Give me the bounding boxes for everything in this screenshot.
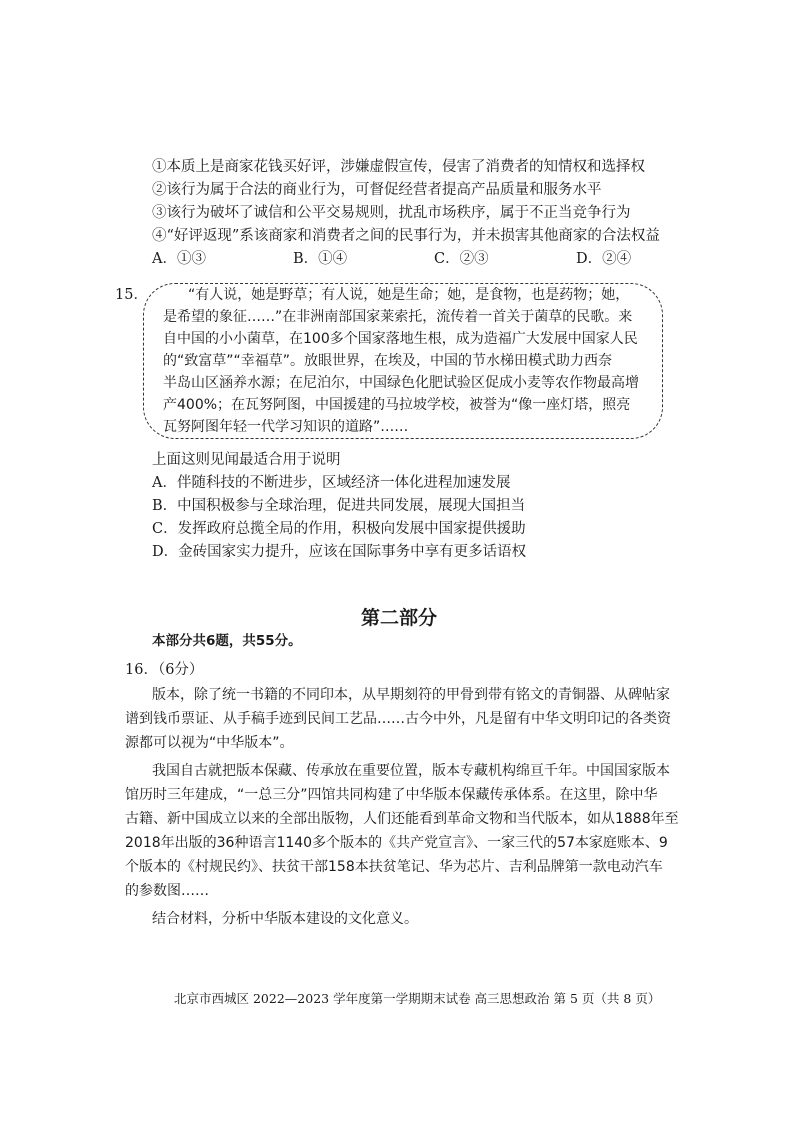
q16-para2-line-3: 古籍、新中国成立以来的全部出版物，人们还能看到革命文物和当代版本，如从1888年至 (125, 811, 679, 827)
q16-para1-line-3: 源都可以视为“中华版本”。 (125, 735, 294, 751)
q15-material-line-6: 产400%；在瓦努阿图，中国援建的马拉坡学校，被誉为“像一座灯塔，照亮 (163, 397, 631, 413)
q14-statement-4: ④“好评返现”系该商家和消费者之间的民事行为，并未损害其他商家的合法权益 (152, 228, 660, 244)
part2-intro: 本部分共6题，共55分。 (152, 633, 302, 649)
q16-para2-line-4: 2018年出版的36种语言1140多个版本的《共产党宣言》、一家三代的57本家庭账本、9 (125, 835, 668, 851)
q16-para1-line-1: 版本，除了统一书籍的不同印本，从早期刻符的甲骨到带有铭文的青铜器、从碑帖家 (152, 687, 670, 703)
part2-title: 第二部分 (361, 607, 438, 629)
q16-question: 结合材料，分析中华版本建设的文化意义。 (152, 911, 418, 927)
q15-material-line-1: “有人说，她是野草；有人说，她是生命；她，是食物，也是药物；她， (188, 287, 630, 303)
q16-para2-line-5: 个版本的《村规民约》、扶贫干部158本扶贫笔记、华为芯片、吉利品牌第一款电动汽车 (125, 859, 663, 875)
q15-number: 15． (115, 287, 148, 303)
q14-option-a: A．①③ (152, 251, 206, 267)
page-footer: 北京市西城区 2022—2023 学年度第一学期期末试卷 高三思想政治 第 5 页（共 8 页） (174, 991, 661, 1006)
q14-option-d: D．②④ (576, 251, 632, 267)
q15-material-line-3: 自中国的小小菌草，在100多个国家落地生根，成为造福广大发展中国家人民 (163, 331, 638, 347)
q14-statement-3: ③该行为破坏了诚信和公平交易规则，扰乱市场秩序，属于不正当竞争行为 (152, 205, 631, 221)
q15-material-line-4: 的“致富草”“幸福草”。放眼世界，在埃及，中国的节水梯田模式助力西奈 (163, 353, 613, 369)
q16-header: 16．（6分） (125, 662, 204, 678)
q16-para2-line-1: 我国自古就把版本保藏、传承放在重要位置，版本专藏机构绵亘千年。中国国家版本 (152, 763, 670, 779)
q16-para2-line-2: 馆历时三年建成，“一总三分”四馆共同构建了中华版本保藏传承体系。在这里，除中华 (125, 787, 658, 803)
q14-option-c: C．②③ (434, 251, 489, 267)
q15-option-d: D．金砖国家实力提升，应该在国际事务中享有更多话语权 (152, 544, 527, 560)
q15-material-line-2: 是希望的象征……”在非洲南部国家莱索托，流传着一首关于菌草的民歌。来 (163, 309, 633, 325)
q15-material-line-7: 瓦努阿图年轻一代学习知识的道路”…… (163, 419, 409, 435)
q15-option-a: A．伴随科技的不断进步，区域经济一体化进程加速发展 (152, 475, 511, 491)
q14-statement-2: ②该行为属于合法的商业行为，可督促经营者提高产品质量和服务水平 (152, 182, 602, 198)
q14-statement-1: ①本质上是商家花钱买好评，涉嫌虚假宣传，侵害了消费者的知情权和选择权 (152, 159, 645, 175)
q14-option-b: B．①④ (293, 251, 348, 267)
q16-para2-line-6: 的参数图…… (125, 883, 209, 899)
q15-material-line-5: 半岛山区涵养水源；在尼泊尔，中国绿色化肥试验区促成小麦等农作物最高增 (163, 375, 639, 391)
q16-para1-line-2: 谱到钱币票证、从手稿手迹到民间工艺品……古今中外，凡是留有中华文明印记的各类资 (125, 711, 671, 727)
q15-stem: 上面这则见闻最适合用于说明 (152, 452, 341, 468)
q15-option-b: B．中国积极参与全球治理，促进共同发展，展现大国担当 (152, 498, 526, 514)
q15-option-c: C．发挥政府总揽全局的作用，积极向发展中国家提供援助 (152, 521, 526, 537)
